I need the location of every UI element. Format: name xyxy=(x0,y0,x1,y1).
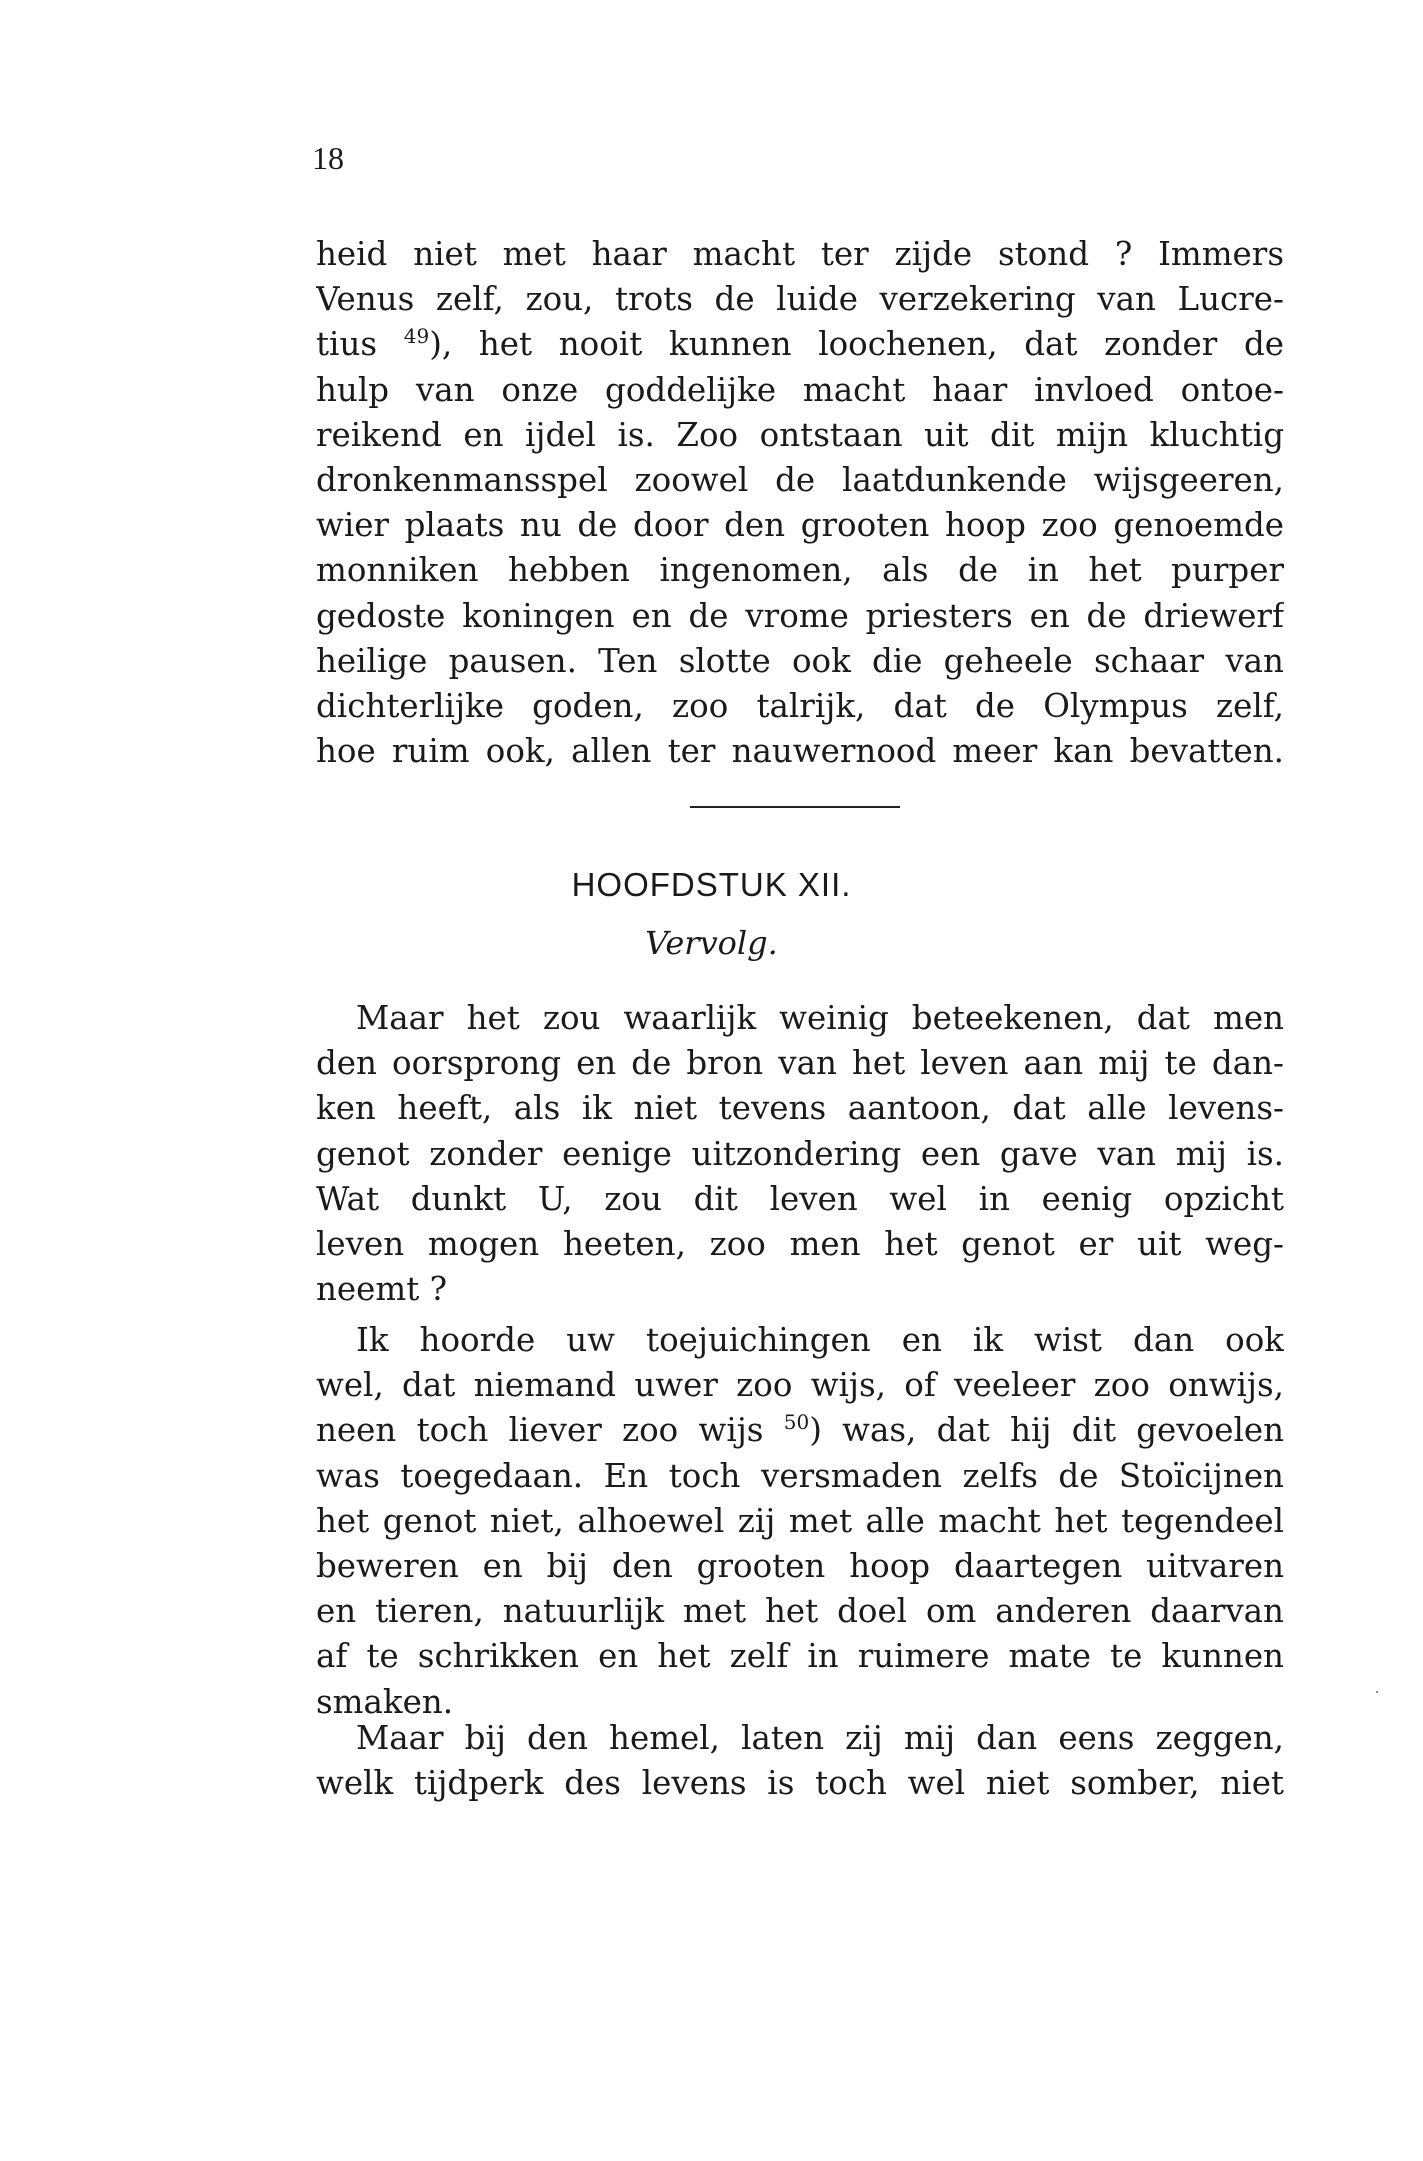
text-line: beweren en bij den grooten hoop daartegen uitvaren xyxy=(316,1546,1284,1585)
paragraph-continued xyxy=(316,232,1284,774)
text-line: den oorsprong en de bron van het leven aan mij te dan- xyxy=(316,1044,1284,1083)
text-line: dichterlijke goden, zoo talrijk, dat de Olympus zelf, xyxy=(316,686,1284,725)
text-line-with-footnote: neen toch liever zoo wijs $^{50}$) was, dat hij dit gevoelen xyxy=(316,1410,1284,1450)
text-line: hoe ruim ook, allen ter nauwernood meer kan bevatten. xyxy=(316,732,1284,771)
paragraph xyxy=(316,1716,1284,1806)
text-fragment: neen toch liever zoo wijs xyxy=(316,1411,764,1450)
text-line: Ik hoorde uw toejuichingen en ik wist dan ook xyxy=(356,1321,1284,1359)
page-number: 18 xyxy=(312,140,344,176)
paragraph xyxy=(316,1318,1284,1725)
text-line: het genot niet, alhoewel zij met alle macht het tegendeel xyxy=(316,1501,1284,1540)
text-line: neemt ? xyxy=(316,1270,448,1309)
text-line: hulp van onze goddelijke macht haar invloed ontoe- xyxy=(316,370,1284,409)
text-line: was toegedaan. En toch versmaden zelfs de Stoïcijnen xyxy=(316,1456,1284,1495)
chapter-subtitle: Vervolg. xyxy=(645,924,778,962)
text-fragment: was, dat hij dit gevoelen xyxy=(842,1411,1284,1450)
text-line: genot zonder eenige uitzondering een gave van mij is. xyxy=(316,1134,1284,1173)
scan-speck xyxy=(1376,1691,1378,1693)
text-line: Wat dunkt U, zou dit leven wel in eenig opzicht xyxy=(316,1179,1284,1218)
text-line: smaken. xyxy=(316,1682,454,1721)
text-line: wel, dat niemand uwer zoo wijs, of veeleer zoo onwijs, xyxy=(316,1366,1284,1405)
text-fragment: tius xyxy=(316,325,378,364)
footnote-ref-49: 49 xyxy=(403,324,430,349)
text-line: dronkenmansspel zoowel de laatdunkende wijsgeeren, xyxy=(316,460,1284,499)
footnote-ref-50: 50 xyxy=(783,1410,810,1435)
text-line: Venus zelf, zou, trots de luide verzekering van Lucre- xyxy=(316,280,1284,319)
text-line: en tieren, natuurlijk met het doel om anderen daarvan xyxy=(316,1592,1284,1631)
text-line: Maar het zou waarlijk weinig beteekenen, dat men xyxy=(356,999,1284,1037)
text-line: reikend en ijdel is. Zoo ontstaan uit dit mijn kluchtig xyxy=(316,415,1284,454)
section-divider xyxy=(690,806,900,808)
text-line: heid niet met haar macht ter zijde stond ? Immers xyxy=(316,235,1284,273)
text-line: leven mogen heeten, zoo men het genot er uit weg- xyxy=(316,1224,1284,1263)
text-line: af te schrikken en het zelf in ruimere mate te kunnen xyxy=(316,1637,1284,1676)
text-line: monniken hebben ingenomen, als de in het purper xyxy=(316,551,1284,590)
chapter-title: HOOFDSTUK XII. xyxy=(571,866,852,903)
text-line-with-footnote: tius $^{49}$), het nooit kunnen loochenen, dat zonder de xyxy=(316,324,1284,364)
text-line: heilige pausen. Ten slotte ook die geheele schaar van xyxy=(316,641,1284,680)
text-line: wier plaats nu de door den grooten hoop zoo genoemde xyxy=(316,506,1284,545)
text-line: ken heeft, als ik niet tevens aantoon, dat alle levens- xyxy=(316,1089,1284,1128)
text-line: welk tijdperk des levens is toch wel niet somber, niet xyxy=(316,1764,1284,1803)
text-line: Maar bij den hemel, laten zij mij dan eens zeggen, xyxy=(356,1719,1284,1757)
text-line: gedoste koningen en de vrome priesters en de driewerf xyxy=(316,596,1284,635)
paragraph xyxy=(316,996,1284,1312)
text-fragment: het nooit kunnen loochenen, dat zonder de xyxy=(478,325,1284,364)
